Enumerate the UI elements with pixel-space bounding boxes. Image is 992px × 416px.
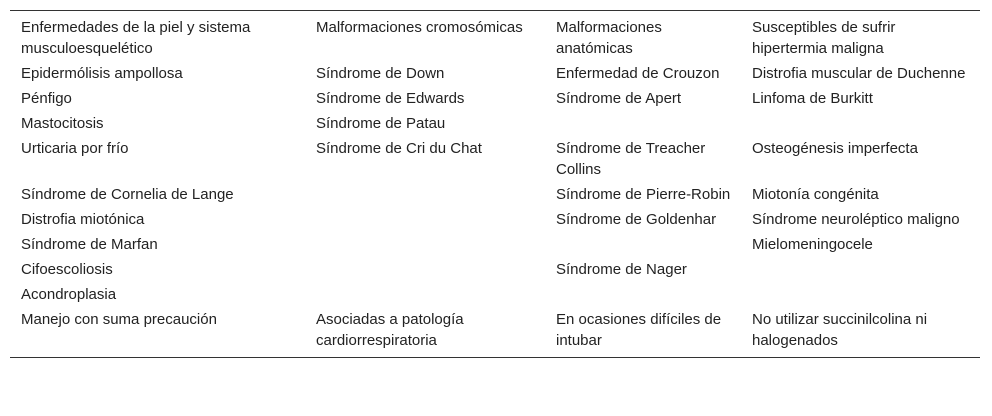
table-cell: Acondroplasia	[21, 286, 117, 303]
table-cell	[305, 230, 545, 255]
table-container	[10, 10, 980, 358]
table-row	[10, 59, 980, 84]
table-cell: Síndrome de Nager	[556, 261, 687, 278]
table-cell: Enfermedad de Crouzon	[556, 65, 720, 82]
table-cell: Síndrome de Treacher Collins	[556, 140, 706, 178]
table-cell: Manejo con suma precaución	[21, 311, 217, 328]
table-cell: Síndrome de Cornelia de Lange	[21, 186, 234, 203]
table-cell: Síndrome de Pierre-Robin	[556, 186, 731, 203]
table-cell	[545, 230, 741, 255]
table-cell	[305, 280, 545, 305]
table-cell	[305, 255, 545, 280]
table-cell: Síndrome neuroléptico maligno	[752, 211, 960, 228]
table-cell	[305, 180, 545, 205]
table-row	[10, 280, 980, 305]
table-cell: Síndrome de Down	[316, 65, 445, 82]
table-cell	[545, 280, 741, 305]
table-cell: Síndrome de Edwards	[316, 90, 465, 107]
table-cell	[741, 109, 980, 134]
table-cell: Susceptibles de sufrir hipertermia maligna	[752, 19, 896, 57]
table-row	[10, 109, 980, 134]
table-cell: En ocasiones difíciles de intubar	[556, 311, 722, 349]
table-row	[10, 134, 980, 180]
table-cell	[741, 255, 980, 280]
table-cell: Mastocitosis	[21, 115, 104, 132]
data-table	[10, 10, 980, 358]
table-row	[10, 180, 980, 205]
table-cell: Enfermedades de la piel y sistema musculoesquelético	[21, 19, 251, 57]
table-cell: Mielomeningocele	[752, 236, 873, 253]
table-cell	[305, 205, 545, 230]
table-cell: Miotonía congénita	[752, 186, 879, 203]
table-cell: Asociadas a patología cardiorrespiratoria	[316, 311, 464, 349]
table-cell: Distrofia muscular de Duchenne	[752, 65, 966, 82]
table-row	[10, 205, 980, 230]
table-cell: Urticaria por frío	[21, 140, 129, 157]
table-cell: Linfoma de Burkitt	[752, 90, 873, 107]
table-cell: Cifoescoliosis	[21, 261, 113, 278]
table-cell: Pénfigo	[21, 90, 72, 107]
table-row	[10, 84, 980, 109]
table-cell: Osteogénesis imperfecta	[752, 140, 918, 157]
table-cell: No utilizar succinilcolina ni halogenados	[752, 311, 928, 349]
table-row	[10, 11, 980, 60]
table-cell: Epidermólisis ampollosa	[21, 65, 183, 82]
table-row	[10, 230, 980, 255]
table-cell: Síndrome de Apert	[556, 90, 682, 107]
table-cell: Malformaciones cromosómicas	[316, 19, 523, 36]
table-cell: Síndrome de Cri du Chat	[316, 140, 482, 157]
table-row	[10, 305, 980, 358]
table-cell: Malformaciones anatómicas	[556, 19, 662, 57]
table-cell	[741, 280, 980, 305]
table-cell: Distrofia miotónica	[21, 211, 145, 228]
table-cell: Síndrome de Patau	[316, 115, 446, 132]
table-row	[10, 255, 980, 280]
table-cell	[545, 109, 741, 134]
table-cell: Síndrome de Marfan	[21, 236, 158, 253]
table-cell: Síndrome de Goldenhar	[556, 211, 717, 228]
